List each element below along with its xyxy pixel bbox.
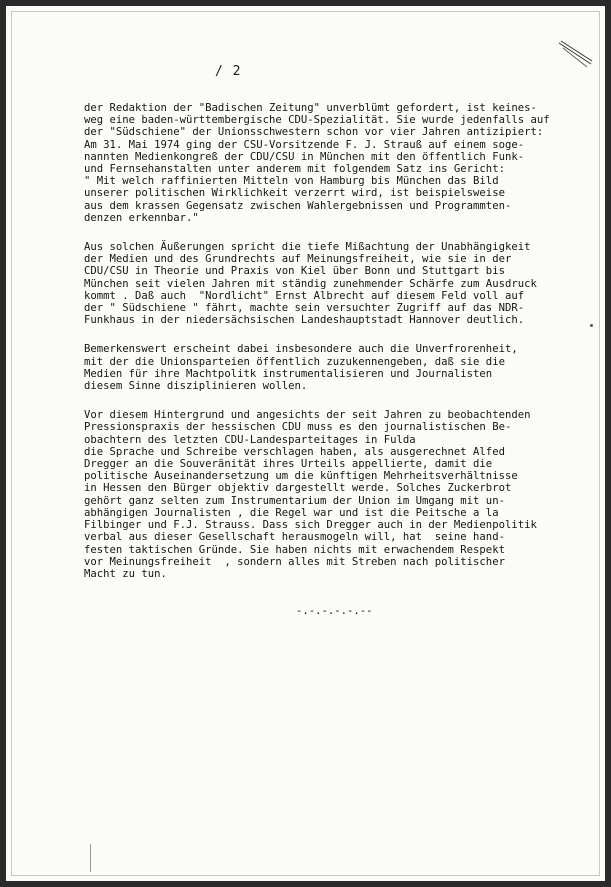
- text-line: diesem Sinne disziplinieren wollen.: [84, 380, 308, 393]
- text-line: festen taktischen Gründe. Sie haben nichts mit erwachendem Respekt: [84, 543, 505, 556]
- text-line: CDU/CSU in Theorie und Praxis von Kiel über Bonn und Stuttgart bis: [84, 265, 505, 278]
- text-line: abhängigen Journalisten , die Regel war und ist die Peitsche a la: [84, 506, 499, 519]
- text-line: und Fernsehanstalten unter anderem mit folgendem Satz ins Gericht:: [84, 163, 505, 176]
- text-line: Medien für ihre Machtpolitk instrumentalisieren und Journalisten: [84, 367, 493, 380]
- end-separator: -.-.-.-.-.--: [296, 605, 373, 617]
- text-line: Bemerkenswert erscheint dabei insbesondere auch die Unverfrorenheit,: [84, 343, 518, 356]
- text-line: Vor diesem Hintergrund und angesichts der seit Jahren zu beobachtenden: [84, 409, 531, 422]
- text-line: nannten Medienkongreß der CDU/CSU in München mit den öffentlich Funk-: [84, 150, 525, 163]
- text-line: der Redaktion der "Badischen Zeitung" unverblümt gefordert, ist keines-: [84, 102, 537, 114]
- paragraph-3: [84, 343, 604, 392]
- paragraph-4: [84, 409, 604, 580]
- text-line: gehört ganz selten zum Instrumentarium der Union im Umgang mit un-: [84, 494, 505, 507]
- text-line: aus dem krassen Gegensatz zwischen Wahlergebnissen und Programmten-: [84, 199, 512, 212]
- text-line: der " Südschiene " fährt, machte sein versuchter Zugriff auf das NDR-: [84, 302, 525, 315]
- text-line: mit der die Unionsparteien öffentlich zuzukennengeben, daß sie die: [84, 355, 505, 368]
- document-page: [6, 6, 605, 881]
- text-line: in Hessen den Bürger objektiv dargestellt werde. Solches Zuckerbrot: [84, 482, 512, 495]
- text-line: Pressionspraxis der hessischen CDU muss es den journalistischen Be-: [84, 421, 512, 434]
- text-line: Filbinger und F.J. Strauss. Dass sich Dregger auch in der Medienpolitik: [84, 519, 537, 532]
- paragraph-2: [84, 241, 604, 326]
- text-line: der "Südschiene" der Unionsschwestern schon vor vier Jahren antizipiert:: [84, 126, 544, 139]
- text-line: Am 31. Mai 1974 ging der CSU-Vorsitzende F. J. Strauß auf einem soge-: [84, 138, 525, 151]
- text-line: kommt . Daß auch "Nordlicht" Ernst Albrecht auf diesem Feld voll auf: [84, 289, 525, 302]
- page-number: / 2: [215, 64, 242, 79]
- text-line: " Mit welch raffinierten Mitteln von Hamburg bis München das Bild: [84, 175, 499, 188]
- text-line: vor Meinungsfreiheit , sondern alles mit Streben nach politischer: [84, 555, 505, 568]
- text-line: Funkhaus in der niedersächsischen Landeshauptstadt Hannover deutlich.: [84, 314, 525, 327]
- text-line: Aus solchen Äußerungen spricht die tiefe Mißachtung der Unabhängigkeit: [84, 241, 531, 254]
- text-line: unserer politischen Wirklichkeit verzerrt wird, ist beispielsweise: [84, 187, 505, 200]
- text-line: denzen erkennbar.": [84, 211, 199, 224]
- text-line: verbal aus dieser Gesellschaft herausmogeln will, hat seine hand-: [84, 531, 505, 544]
- text-line: die Sprache und Schreibe verschlagen haben, als ausgerechnet Alfed: [84, 445, 505, 458]
- text-line: politische Auseinandersetzung um die künftigen Mehrheitsverhältnisse: [84, 470, 518, 483]
- text-line: Macht zu tun.: [84, 567, 167, 580]
- text-line: München seit vielen Jahren mit ständig zunehmender Schärfe zum Ausdruck: [84, 277, 537, 290]
- paragraph-1: [84, 102, 604, 224]
- text-line: obachtern des letzten CDU-Landesparteitages in Fulda: [84, 433, 416, 446]
- margin-tick-mark: [90, 844, 91, 872]
- corner-scan-mark: [557, 40, 593, 70]
- body-text: [84, 102, 604, 597]
- text-line: weg eine baden-württembergische CDU-Spezialität. Sie wurde jedenfalls auf: [84, 114, 550, 127]
- margin-dot: [590, 324, 593, 327]
- text-line: der Medien und des Grundrechts auf Meinungsfreiheit, wie sie in der: [84, 253, 512, 266]
- text-line: Dregger an die Souveränität ihres Urteils appellierte, damit die: [84, 458, 493, 471]
